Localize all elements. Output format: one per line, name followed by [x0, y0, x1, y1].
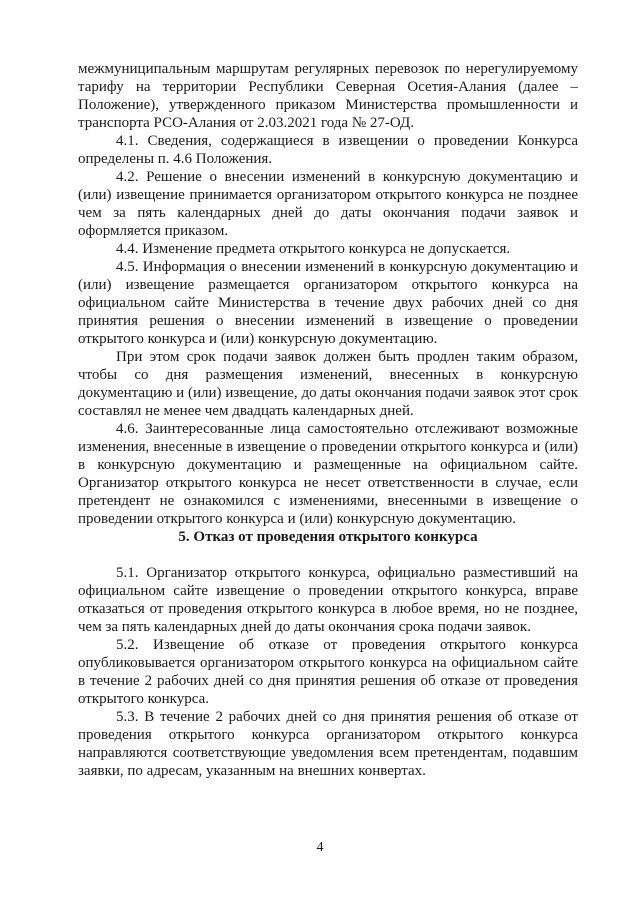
paragraph-5-2: 5.2. Извещение об отказе от проведения открытого конкурса опубликовывается организатором открытого конкурса на официальном сайте в течение 2 рабочих дней со дня принятия решения об отказе от проведения открытого конкурса. [78, 637, 578, 707]
section-4-text [78, 60, 578, 528]
paragraph-4-4: 4.4. Изменение предмета открытого конкурса не допускается. [116, 241, 511, 257]
page-number: 4 [316, 840, 324, 855]
section-5-text [78, 564, 578, 780]
paragraph-4-5-continued: При этом срок подачи заявок должен быть продлен таким образом, чтобы со дня размещения изменений, внесенных в конкурсную документацию и (или) извещение, до даты окончания подачи заявок этот срок составлял не менее чем двадцать календарных дней. [78, 349, 578, 419]
section-5-heading: 5. Отказ от проведения открытого конкурса [178, 529, 478, 545]
paragraph-4-5: 4.5. Информация о внесении изменений в конкурсную документацию и (или) извещение размещается организатором открытого конкурса на официальном сайте Министерства в течение двух рабочих дней со дня принятия решения о внесении изменений в извещение о проведении открытого конкурса и (или) конкурсную документацию. [78, 259, 578, 347]
paragraph-5-1: 5.1. Организатор открытого конкурса, официально разместивший на официальном сайте извещение о проведении открытого конкурса, вправе отказаться от проведения открытого конкурса в любое время, но не позднее, чем за пять календарных дней до даты окончания срока подачи заявок. [78, 565, 578, 635]
paragraph-4-1: 4.1. Сведения, содержащиеся в извещении о проведении Конкурса определены п. 4.6 Положения. [78, 133, 578, 167]
paragraph-4-6: 4.6. Заинтересованные лица самостоятельно отслеживают возможные изменения, внесенные в извещение о проведении открытого конкурса и (или) в конкурсную документацию и размещенные на официальном сайте. Организатор открытого конкурса не несет ответственности в случае, если претендент не ознакомился с изменениями, внесенными в извещение о проведении открытого конкурса и (или) конкурсную документацию. [78, 421, 578, 527]
intro-paragraph: межмуниципальным маршрутам регулярных перевозок по нерегулируемому тарифу на территории Республики Северная Осетия-Алания (далее – Положение), утвержденного приказом Министерства промышленности и транспорта РСО-Алания от 2.03.2021 года № 27-ОД. [78, 61, 578, 131]
paragraph-5-3: 5.3. В течение 2 рабочих дней со дня принятия решения об отказе от проведения открытого конкурса организатором открытого конкурса направляются соответствующие уведомления всем претендентам, подавшим заявки, по адресам, указанным на внешних конвертах. [78, 709, 578, 779]
paragraph-4-2: 4.2. Решение о внесении изменений в конкурсную документацию и (или) извещение принимается организатором открытого конкурса не позднее чем за пять календарных дней до даты окончания подачи заявок и оформляется приказом. [78, 169, 578, 239]
